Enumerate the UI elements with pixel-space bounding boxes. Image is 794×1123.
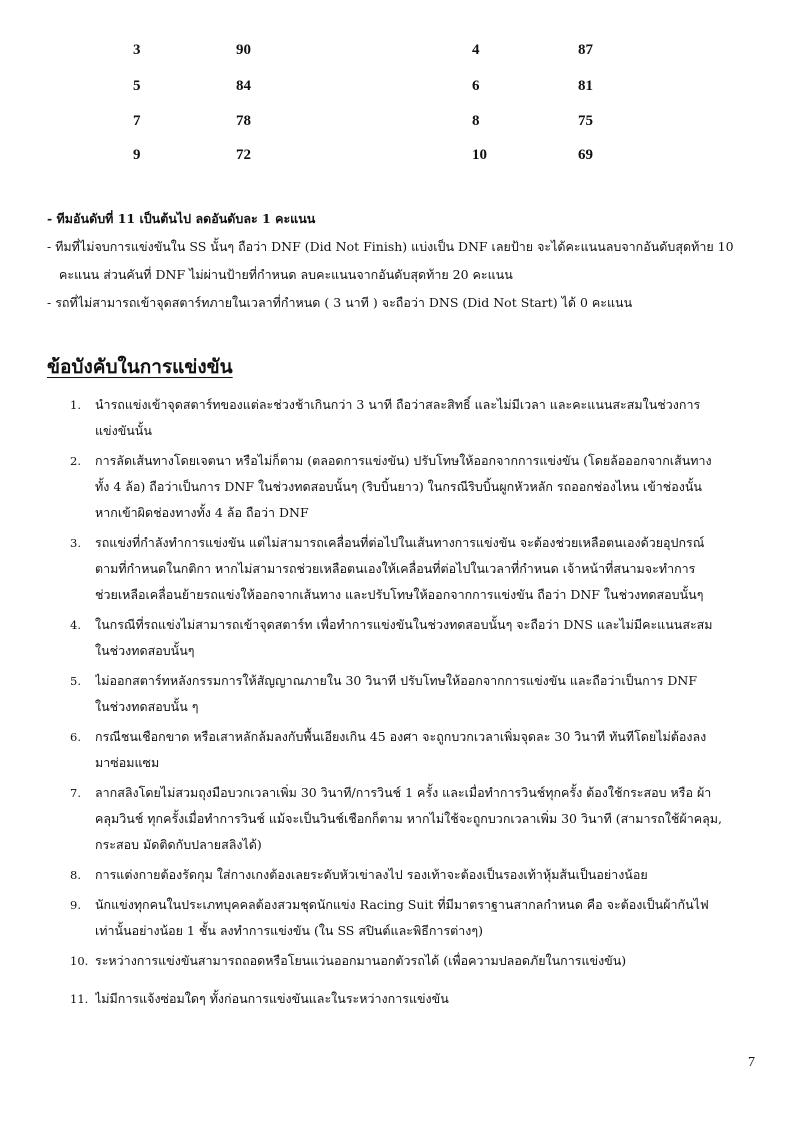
- rule-text: เท่านั้นอย่างน้อย 1 ชั้น ลงทำการแข่งขัน (ใน SS สปินต์และพิธีการต่างๆ): [95, 923, 483, 938]
- rule-item: [0, 724, 755, 776]
- rule-text: นำรถแข่งเข้าจุดสตาร์ทของแต่ละช่วงช้าเกินกว่า 3 นาที ถือว่าสละสิทธิ์ และไม่มีเวลา และคะแนนสะสมในช่วงการ: [95, 397, 701, 412]
- rule-text: ไม่มีการแจ้งซ่อมใดๆ ทั้งก่อนการแข่งขันและในระหว่างการแข่งขัน: [95, 991, 449, 1006]
- rule-item: [0, 986, 755, 1012]
- rule-text: ลากสลิงโดยไม่สวมถุงมือบวกเวลาเพิ่ม 30 วินาที/การวินช์ 1 ครั้ง และเมื่อทำการวินช์ทุกครั้ง ต้องใช้กระสอบ หรือ ผ้า: [95, 785, 712, 800]
- score-row: [0, 113, 794, 137]
- rule-text: ทั้ง 4 ล้อ) ถือว่าเป็นการ DNF ในช่วงทดสอบนั้นๆ (ริบบิ้นยาว) ในกรณีริบบิ้นผูกหัวหลัก รถออกช่องไหน เข้าช่องนั้น: [95, 479, 702, 494]
- rule-text: ตามที่กำหนดในกติกา หากไม่สามารถช่วยเหลือตนเองให้เคลื่อนที่ต่อไปในเวลาที่กำหนด เจ้าหน้าที่สนามจะทำการ: [95, 561, 696, 576]
- score-row: [0, 42, 794, 66]
- note-line: คะแนน ส่วนคันที่ DNF ไม่ผ่านป้ายที่กำหนด ลบคะแนนจากอันดับสุดท้าย 20 คะแนน: [59, 267, 513, 282]
- rule-text: นักแข่งทุกคนในประเภทบุคคลต้องสวมชุดนักแข่ง Racing Suit ที่มีมาตราฐานสากลกำหนด คือ จะต้องเป็นผ้ากันไฟ: [95, 897, 709, 912]
- rule-number: 2.: [70, 454, 81, 468]
- rule-item: [0, 862, 755, 888]
- rule-text: กระสอบ มัดติดกับปลายสลิงได้): [95, 837, 262, 852]
- rule-text: ระหว่างการแข่งขันสามารถถอดหรือโยนแว่นออกมานอกตัวรถได้ (เพื่อความปลอดภัยในการแข่งขัน): [95, 953, 627, 968]
- points-right: 69: [578, 147, 593, 163]
- rank-right: 6: [472, 78, 480, 94]
- points-left: 90: [236, 42, 251, 58]
- rank-left: 5: [133, 78, 141, 94]
- rank-right: 4: [472, 42, 480, 58]
- rules-list: [0, 392, 794, 1016]
- rule-text: ช่วยเหลือเคลื่อนย้ายรถแข่งให้ออกจากเส้นทาง และปรับโทษให้ออกจากการแข่งขัน ถือว่า DNF ในช่วงทดสอบนั้นๆ: [95, 587, 704, 602]
- rule-text: ในกรณีที่รถแข่งไม่สามารถเข้าจุดสตาร์ท เพื่อทำการแข่งขันในช่วงทดสอบนั้นๆ จะถือว่า DNS และไม่มีคะแนนสะสม: [95, 617, 713, 632]
- rule-text: การลัดเส้นทางโดยเจตนา หรือไม่ก็ตาม (ตลอดการแข่งขัน) ปรับโทษให้ออกจากการแข่งขัน (โดยล้อออกจากเส้นทาง: [95, 453, 712, 468]
- rule-text: ในช่วงทดสอบนั้น ๆ: [95, 699, 199, 714]
- rule-item: [0, 948, 755, 974]
- rule-text: รถแข่งที่กำลังทำการแข่งขัน แต่ไม่สามารถเคลื่อนที่ต่อไปในเส้นทางการแข่งขัน จะต้องช่วยเหลือตนเองด้วยอุปกรณ์: [95, 535, 705, 550]
- rule-number: 1.: [70, 398, 81, 412]
- rule-text: มาซ่อมแซม: [95, 755, 160, 770]
- rank-left: 7: [133, 113, 141, 129]
- rule-text: หากเข้าผิดช่องทางทั้ง 4 ล้อ ถือว่า DNF: [95, 505, 309, 520]
- rule-text: การแต่งกายต้องรัดกุม ใส่กางเกงต้องเลยระดับหัวเข่าลงไป รองเท้าจะต้องเป็นรองเท้าหุ้มส้นเป็นอย่างน้อย: [95, 867, 648, 882]
- note-line: - ทีมอันดับที่ 11 เป็นต้นไป ลดอันดับละ 1 คะแนน: [47, 211, 316, 226]
- rule-item: [0, 612, 755, 664]
- rank-left: 9: [133, 147, 141, 163]
- points-right: 81: [578, 78, 593, 94]
- rule-text: คลุมวินช์ ทุกครั้งเมื่อทำการวินช์ แม้จะเป็นวินช์เชือกก็ตาม หากไม่ใช้จะถูกบวกเวลาเพิ่ม 30 วินาที (สามารถใช้ผ้าคลุม,: [95, 811, 722, 826]
- rule-item: [0, 530, 755, 608]
- rule-number: 4.: [70, 618, 81, 632]
- scoring-notes: [47, 205, 762, 317]
- points-right: 75: [578, 113, 593, 129]
- rule-number: 6.: [70, 730, 81, 744]
- rank-right: 8: [472, 113, 480, 129]
- page-number: 7: [748, 1055, 755, 1070]
- rule-number: 11.: [70, 992, 89, 1006]
- points-right: 87: [578, 42, 593, 58]
- rule-item: [0, 668, 755, 720]
- rule-text: แข่งขันนั้น: [95, 423, 152, 438]
- rule-number: 5.: [70, 674, 81, 688]
- rule-number: 9.: [70, 898, 81, 912]
- rule-number: 7.: [70, 786, 81, 800]
- rule-number: 3.: [70, 536, 81, 550]
- section-heading: ข้อบังคับในการแข่งขัน: [47, 356, 233, 378]
- rank-right: 10: [472, 147, 487, 163]
- points-left: 84: [236, 78, 251, 94]
- note-line: - ทีมที่ไม่จบการแข่งขันใน SS นั้นๆ ถือว่า DNF (Did Not Finish) แบ่งเป็น DNF เลยป้าย จะได้คะแนนลบจากอันดับสุดท้าย 10: [47, 239, 734, 254]
- points-left: 72: [236, 147, 251, 163]
- rule-number: 10.: [70, 954, 89, 968]
- note-line: - รถที่ไม่สามารถเข้าจุดสตาร์ทภายในเวลาที่กำหนด ( 3 นาที ) จะถือว่า DNS (Did Not Start) ได้ 0 คะแนน: [47, 295, 633, 310]
- rule-text: ในช่วงทดสอบนั้นๆ: [95, 643, 195, 658]
- score-row: [0, 147, 794, 171]
- rule-item: [0, 392, 755, 444]
- rank-left: 3: [133, 42, 141, 58]
- rule-text: ไม่ออกสตาร์ทหลังกรรมการให้สัญญาณภายใน 30 วินาที ปรับโทษให้ออกจากการแข่งขัน และถือว่าเป็นการ DNF: [95, 673, 698, 688]
- rule-number: 8.: [70, 868, 81, 882]
- points-left: 78: [236, 113, 251, 129]
- rule-item: [0, 780, 755, 858]
- rule-item: [0, 448, 755, 526]
- score-row: [0, 78, 794, 102]
- rule-text: กรณีชนเชือกขาด หรือเสาหลักล้มลงกับพื้นเอียงเกิน 45 องศา จะถูกบวกเวลาเพิ่มจุดละ 30 วินาที ทันทีโดยไม่ต้องลง: [95, 729, 707, 744]
- rule-item: [0, 892, 755, 944]
